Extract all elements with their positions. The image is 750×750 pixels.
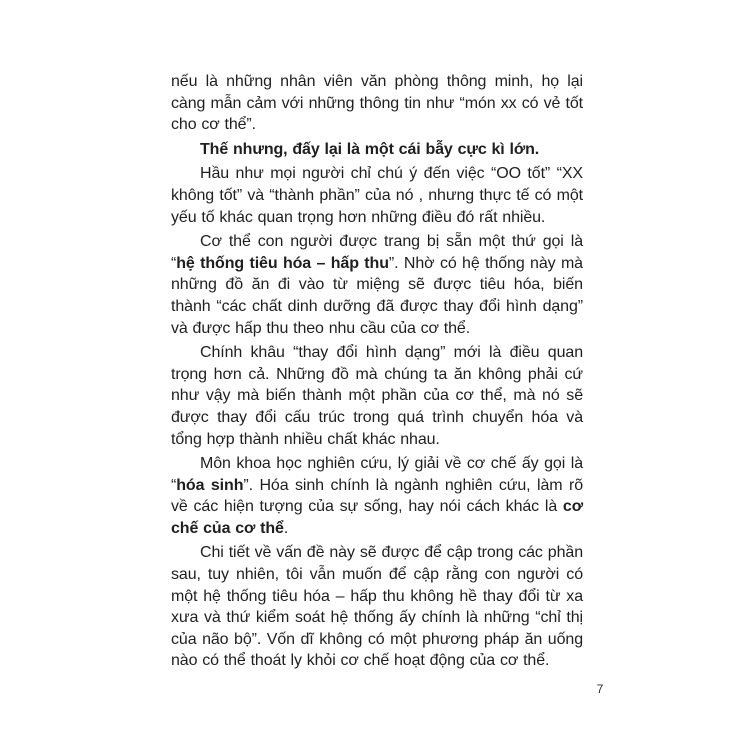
paragraph — [171, 231, 583, 339]
paragraph — [171, 542, 583, 672]
text-segment: nếu là những nhân viên văn phòng thông minh, họ lại càng mẫn cảm với những thông tin như “món xx có vẻ tốt cho cơ thể”. — [171, 73, 583, 134]
paragraph — [171, 71, 583, 136]
text-segment: Môn khoa học nghiên cứu, lý giải về cơ chế ấy gọi là “ — [171, 455, 583, 494]
text-segment: ”. Hóa sinh chính là ngành nghiên cứu, làm rõ về các hiện tượng của sự sống, hay nói cách khác là — [171, 476, 584, 516]
text-segment: ”. Nhờ có hệ thống này mà những đồ ăn đi vào từ miệng sẽ được tiêu hóa, biến thành “các chất dinh dưỡng đã được thay đổi hình dạng” và được hấp thu theo nhu cầu của cơ thể. — [171, 254, 583, 337]
text-segment: . — [283, 519, 289, 537]
paragraph — [171, 139, 583, 161]
paragraph — [171, 163, 583, 228]
paragraph — [171, 342, 583, 450]
bold-text-segment: hóa sinh — [176, 476, 244, 494]
page-number: 7 — [596, 682, 604, 696]
text-segment: Chính khâu “thay đổi hình dạng” mới là điều quan trọng hơn cả. Những đồ mà chúng ta ăn không phải cứ như vậy mà biến thành một phần của cơ thể, mà nó sẽ được thay đổi cấu trúc trong quá trình chuyển hóa và tổng hợp thành nhiều chất khác nhau. — [171, 344, 583, 448]
text-segment: Hầu như mọi người chỉ chú ý đến việc “OO tốt” “XX không tốt” và “thành phần” của nó , nhưng thực tế có một yếu tố khác quan trọng hơn những điều đó rất nhiều. — [171, 165, 583, 226]
paragraph — [171, 453, 583, 539]
bold-text-segment: cơ chế của cơ thể — [171, 498, 583, 537]
text-segment: Cơ thể con người được trang bị sẵn một thứ gọi là “ — [171, 233, 583, 272]
text-segment: Chi tiết về vấn đề này sẽ được để cập trong các phần sau, tuy nhiên, tôi vẫn muốn để cập rằng con người có một hệ thống tiêu hóa – hấp thu không hề thay đổi từ xa xưa và thứ kiểm soát hệ thống ấy chính là những “chỉ thị của não bộ”. Vốn dĩ không có một phương pháp ăn uống nào có thể thoát ly khỏi cơ chế hoạt động của cơ thể. — [171, 544, 583, 670]
bold-text-segment: hệ thống tiêu hóa – hấp thu — [176, 254, 389, 272]
text-block — [171, 71, 583, 675]
bold-text-segment: Thế nhưng, đấy lại là một cái bẫy cực kì lớn. — [200, 140, 540, 158]
